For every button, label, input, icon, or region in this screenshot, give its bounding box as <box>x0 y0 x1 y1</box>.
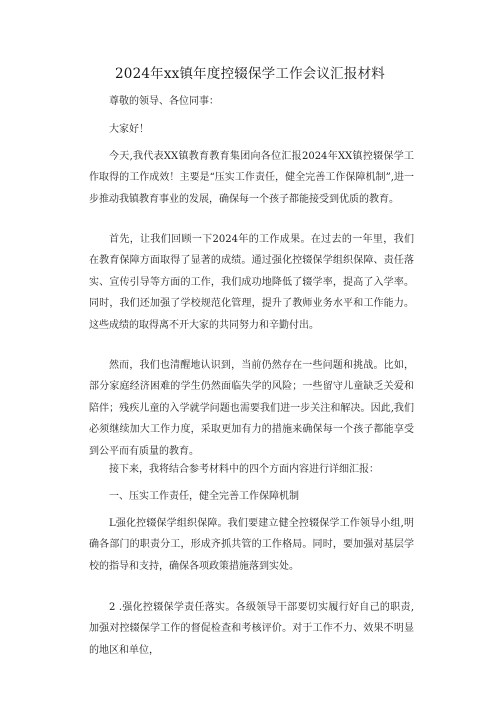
item-paragraph-1: L强化控辍保学组织保障。我们要建立健全控辍保学工作领导小组,明确各部门的职责分工，形成齐抓共管的工作格局。同时，要加强对基层学校的指导和支持，确保各项政策措施落到实处。 <box>89 518 414 572</box>
review-paragraph: 首先，让我们回顾一下2024年的工作成果。在过去的一年里，我们在教育保障方面取得了显著的成绩。通过强化控辍保学组织保障、责任落实、宣传引导等方面的工作，我们成功地降低了辍学率，提高了入学率。同时，我们还加强了学校规范化管理，提升了教师业务水平和工作能力。这些成绩的取得离不开大家的共同努力和辛勤付出。 <box>89 234 414 331</box>
outline-paragraph: 接下来，我将结合参考材料中的四个方面内容进行详细汇报： <box>109 464 379 475</box>
salutation-paragraph: 尊敬的领导、各位同事： <box>109 96 219 107</box>
section-heading-1: 一、压实工作责任，健全完善工作保障机制 <box>109 491 299 502</box>
item-paragraph-2: 2 .强化控辍保学责任落实。各级领导干部要切实履行好自己的职责,加强对控辍保学工作的督促检查和考核评价。对于工作不力、效果不明显的地区和单位， <box>89 602 414 656</box>
challenges-paragraph: 然而，我们也清醒地认识到，当前仍然存在一些问题和挑战。比如，部分家庭经济困难的学生仍然面临失学的风险；一些留守儿童缺乏关爱和陪伴；残疾儿童的入学就学问题也需要我们进一步关注和解决。因此,我们必须继续加大工作力度，采取更加有力的措施来确保每一个孩子都能享受到公平而有质量的教育。 <box>89 360 414 457</box>
greeting-paragraph: 大家好！ <box>109 124 149 135</box>
intro-paragraph: 今天,我代表XX镇教育教育集团向各位汇报2024年XX镇控辍保学工作取得的工作成效！主要是“压实工作责任，健全完善工作保障机制”,进一步推动我镇教育事业的发展，确保每一个孩子都能接受到优质的教育。 <box>89 151 414 205</box>
document-title: 2024年xx镇年度控辍保学工作会议汇报材料 <box>115 66 385 82</box>
